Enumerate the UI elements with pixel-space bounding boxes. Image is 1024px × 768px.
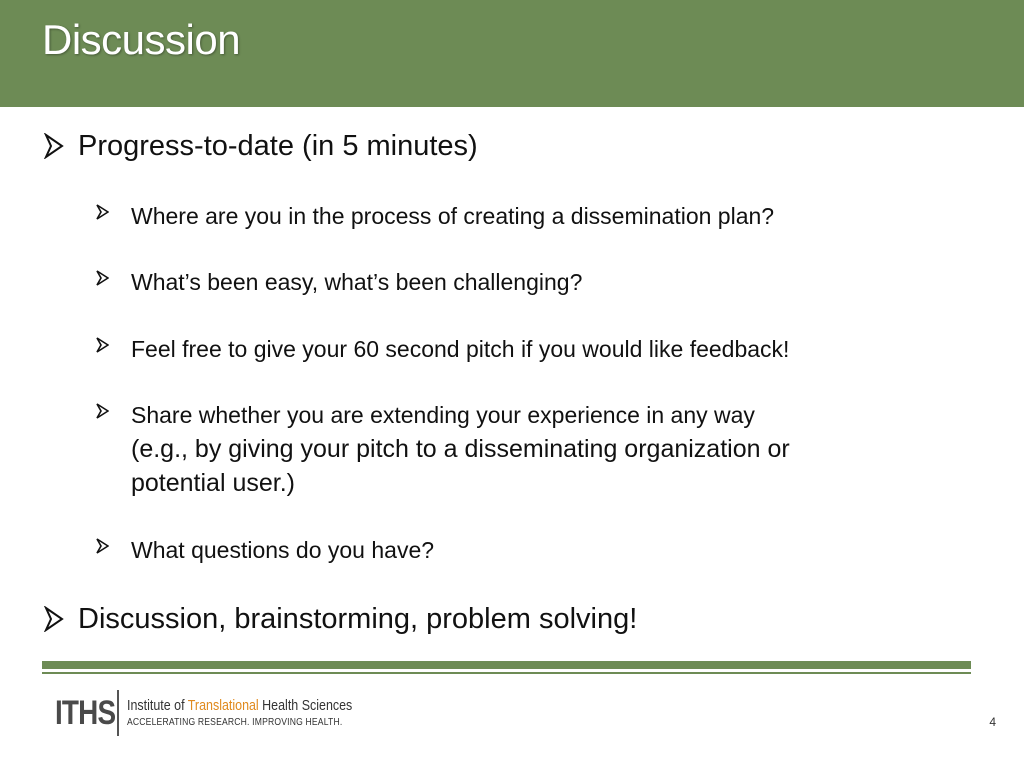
bullet-text: What’s been easy, what’s been challenging? xyxy=(131,269,583,295)
bullet-level1 xyxy=(44,129,478,163)
bullet-text: Where are you in the process of creating a dissemination plan? xyxy=(131,203,775,229)
arrow-bullet-icon xyxy=(96,537,109,555)
bullet-level2 xyxy=(96,398,790,500)
bullet-level1 xyxy=(44,602,637,636)
arrow-bullet-icon xyxy=(96,402,109,420)
bullet-level2 xyxy=(96,265,582,299)
logo-mark: ITHS xyxy=(55,693,116,732)
title-bar xyxy=(0,0,1024,107)
slide-title: Discussion xyxy=(42,16,241,63)
logo-name-part: Health Sciences xyxy=(258,698,353,714)
bullet-level2 xyxy=(96,199,774,233)
logo-name-accent: Translational xyxy=(187,698,259,714)
logo-name xyxy=(127,698,352,714)
arrow-bullet-icon xyxy=(44,133,64,159)
arrow-bullet-icon xyxy=(96,269,109,287)
bullet-text-line: potential user.) xyxy=(131,469,295,497)
bullet-text-line: (e.g., by giving your pitch to a disseminating organization or xyxy=(131,435,790,463)
arrow-bullet-icon xyxy=(44,606,64,632)
bullet-text: Discussion, brainstorming, problem solving! xyxy=(78,603,638,635)
logo-divider xyxy=(117,690,119,736)
bullet-text: Feel free to give your 60 second pitch if you would like feedback! xyxy=(131,336,790,362)
arrow-bullet-icon xyxy=(96,203,109,221)
bullet-text-block xyxy=(131,398,790,500)
bullet-text-line: Share whether you are extending your experience in any way xyxy=(131,402,755,428)
iths-logo xyxy=(55,690,389,736)
page-number: 4 xyxy=(989,715,996,729)
bullet-text: What questions do you have? xyxy=(131,537,435,563)
bullet-text: Progress-to-date (in 5 minutes) xyxy=(78,130,478,162)
logo-text xyxy=(127,698,389,728)
logo-tagline: ACCELERATING RESEARCH. IMPROVING HEALTH. xyxy=(127,717,343,728)
logo-name-part: Institute of xyxy=(127,698,188,714)
arrow-bullet-icon xyxy=(96,336,109,354)
footer-divider-thick xyxy=(42,661,971,669)
bullet-level2 xyxy=(96,332,789,366)
bullet-level2 xyxy=(96,533,434,567)
footer-divider-thin xyxy=(42,672,971,674)
